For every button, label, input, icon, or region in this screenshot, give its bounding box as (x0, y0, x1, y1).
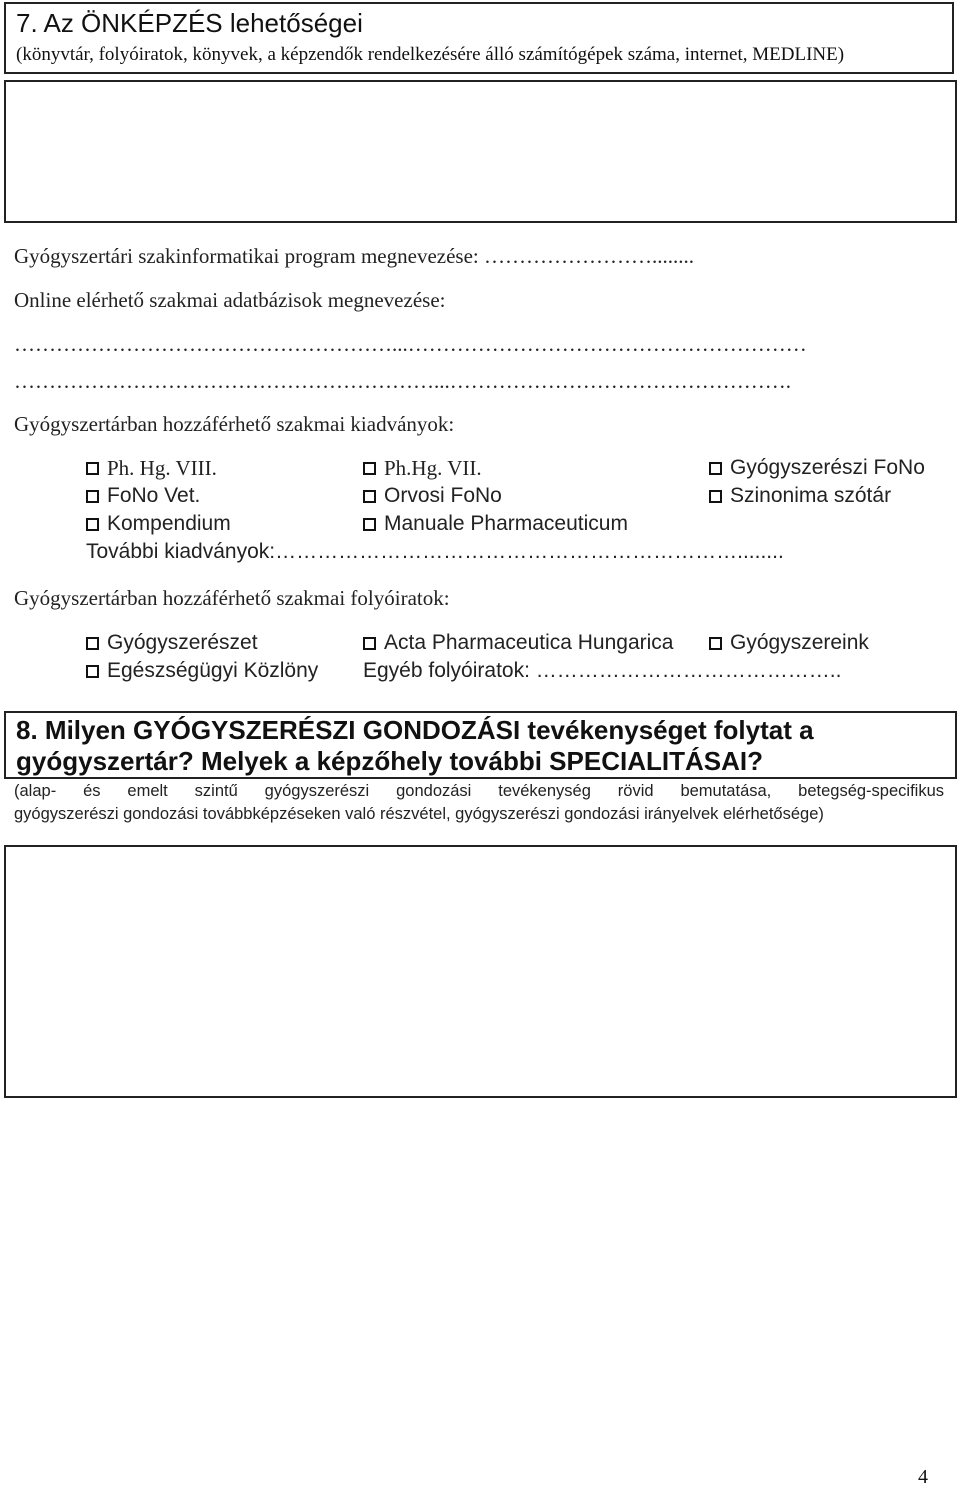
journals-heading: Gyógyszertárban hozzáférhető szakmai folyóiratok: (14, 586, 450, 610)
checkbox-icon[interactable] (86, 518, 99, 531)
checkbox-icon[interactable] (709, 462, 722, 475)
checkbox-gyogyszereszet[interactable]: Gyógyszerészet (86, 631, 258, 655)
checkbox-ph-hg-vii[interactable]: Ph.Hg. VII. (363, 456, 482, 481)
checkbox-egeszsegugyi-kozlony[interactable]: Egészségügyi Közlöny (86, 659, 318, 683)
checkbox-icon[interactable] (709, 490, 722, 503)
section-8-description-line-2: gyógyszerészi gondozási továbbképzéseken való részvétel, gyógyszerészi gondozási irányelvek elérhetősége) (14, 805, 824, 823)
publications-heading: Gyógyszertárban hozzáférhető szakmai kiadványok: (14, 412, 455, 436)
checkbox-icon[interactable] (363, 490, 376, 503)
checkbox-icon[interactable] (709, 637, 722, 650)
checkbox-orvosi-fono[interactable]: Orvosi FoNo (363, 484, 502, 508)
section-7-answer-box[interactable] (4, 80, 957, 223)
section-8-header (4, 711, 957, 777)
checkbox-icon[interactable] (363, 518, 376, 531)
section-7-subtitle: (könyvtár, folyóiratok, könyvek, a képzendők rendelkezésére álló számítógépek száma, internet, MEDLINE) (16, 44, 845, 65)
page-number: 4 (918, 1466, 928, 1488)
further-publications-field: További kiadványok:…………………………………………………………........ (86, 540, 784, 563)
checkbox-icon[interactable] (363, 462, 376, 475)
checkbox-icon[interactable] (86, 462, 99, 475)
section-8-title-line-1: 8. Milyen GYÓGYSZERÉSZI GONDOZÁSI tevékenységet folytat a (16, 715, 814, 745)
checkbox-gyogyszereszi-fono[interactable]: Gyógyszerészi FoNo (709, 456, 925, 480)
databases-dots-line-2: ……………………………………………………...…………………………………………. (14, 369, 791, 393)
databases-field-label: Online elérhető szakmai adatbázisok megnevezése: (14, 288, 446, 312)
checkbox-manuale-pharmaceuticum[interactable]: Manuale Pharmaceuticum (363, 512, 628, 536)
section-7-header (4, 2, 954, 74)
section-8-answer-box[interactable] (4, 845, 957, 1098)
section-8-description-line-1: (alap- és emelt szintű gyógyszerészi gondozási tevékenység rövid bemutatása, betegség-specifikus (14, 782, 944, 800)
checkbox-ph-hg-viii[interactable]: Ph. Hg. VIII. (86, 456, 217, 481)
checkbox-szinonima-szotar[interactable]: Szinonima szótár (709, 484, 891, 508)
checkbox-icon[interactable] (86, 637, 99, 650)
section-7-title: 7. Az ÖNKÉPZÉS lehetőségei (16, 8, 363, 38)
checkbox-icon[interactable] (86, 665, 99, 678)
checkbox-acta-pharmaceutica-hungarica[interactable]: Acta Pharmaceutica Hungarica (363, 631, 673, 655)
other-journals-field: Egyéb folyóiratok: …………………………………….. (363, 659, 842, 682)
checkbox-kompendium[interactable]: Kompendium (86, 512, 231, 536)
checkbox-icon[interactable] (86, 490, 99, 503)
databases-dots-line-1: ………………………………………………...………………………………………………… (14, 332, 807, 356)
section-8-title-line-2: gyógyszertár? Melyek a képzőhely további SPECIALITÁSAI? (16, 746, 763, 776)
checkbox-fono-vet[interactable]: FoNo Vet. (86, 484, 200, 508)
checkbox-gyogyszereink[interactable]: Gyógyszereink (709, 631, 869, 655)
program-name-field: Gyógyszertári szakinformatikai program megnevezése: ……………………........ (14, 244, 694, 268)
checkbox-icon[interactable] (363, 637, 376, 650)
section-8-divider (4, 777, 957, 779)
